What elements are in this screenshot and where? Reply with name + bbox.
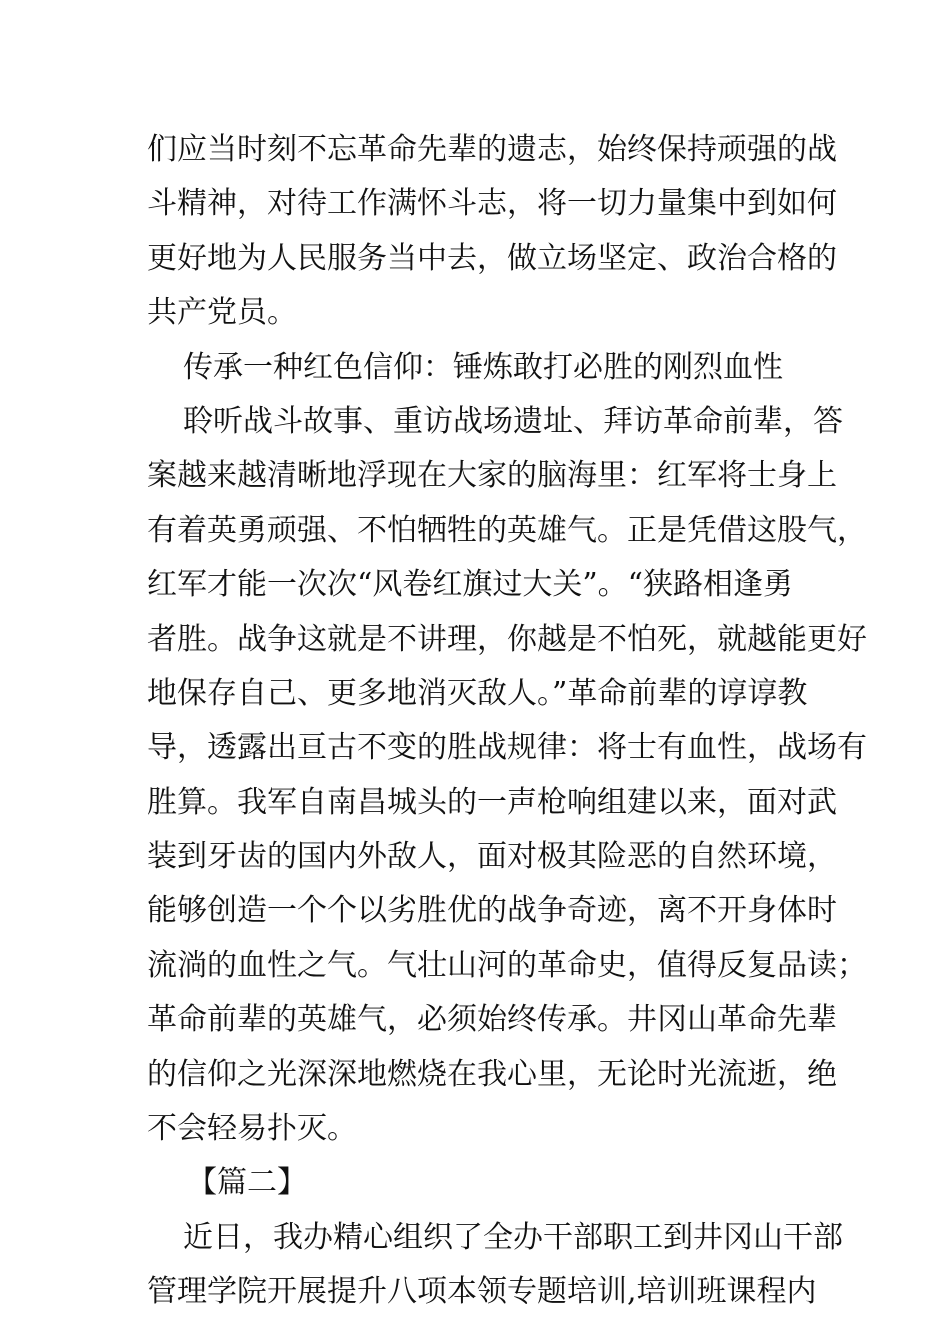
text-line: 近日，我办精心组织了全办干部职工到井冈山干部 bbox=[183, 1219, 843, 1255]
text-line: 斗精神，对待工作满怀斗志，将一切力量集中到如何 bbox=[147, 186, 837, 222]
document-body bbox=[147, 123, 867, 1320]
text-line: 们应当时刻不忘革命先辈的遗志，始终保持顽强的战 bbox=[147, 132, 837, 167]
text-line: 者胜。战争这就是不讲理，你越是不怕死，就越能更好 bbox=[147, 621, 867, 657]
text-line: 装到牙齿的国内外敌人，面对极其险恶的自然环境， bbox=[147, 839, 837, 875]
text-line: 红军才能一次次“风卷红旗过大关”。“狭路相逢勇 bbox=[147, 567, 794, 603]
text-line: 胜算。我军自南昌城头的一声枪响组建以来，面对武 bbox=[147, 784, 837, 820]
text-line: 革命前辈的英雄气，必须始终传承。井冈山革命先辈 bbox=[147, 1002, 837, 1038]
section-label: 【篇二】 bbox=[187, 1165, 307, 1201]
text-line: 能够创造一个个以劣胜优的战争奇迹，离不开身体时 bbox=[147, 893, 837, 929]
text-line: 管理学院开展提升八项本领专题培训,培训班课程内 bbox=[147, 1274, 817, 1310]
text-line: 的信仰之光深深地燃烧在我心里，无论时光流逝，绝 bbox=[147, 1056, 837, 1092]
text-line: 更好地为人民服务当中去，做立场坚定、政治合格的 bbox=[147, 240, 837, 276]
text-line: 案越来越清晰地浮现在大家的脑海里：红军将士身上 bbox=[147, 458, 837, 494]
text-line: 地保存自己、更多地消灭敌人。”革命前辈的谆谆教 bbox=[147, 675, 808, 711]
section-heading: 传承一种红色信仰：锤炼敢打必胜的刚烈血性 bbox=[183, 349, 783, 385]
text-line: 不会轻易扑灭。 bbox=[147, 1111, 357, 1147]
text-line: 有着英勇顽强、不怕牺牲的英雄气。正是凭借这股气， bbox=[147, 512, 867, 548]
text-line: 导，透露出亘古不变的胜战规律：将士有血性，战场有 bbox=[147, 730, 867, 766]
text-line: 聆听战斗故事、重访战场遗址、拜访革命前辈，答 bbox=[183, 403, 843, 439]
text-line: 流淌的血性之气。气壮山河的革命史，值得反复品读； bbox=[147, 947, 867, 983]
text-line: 共产党员。 bbox=[147, 295, 297, 331]
